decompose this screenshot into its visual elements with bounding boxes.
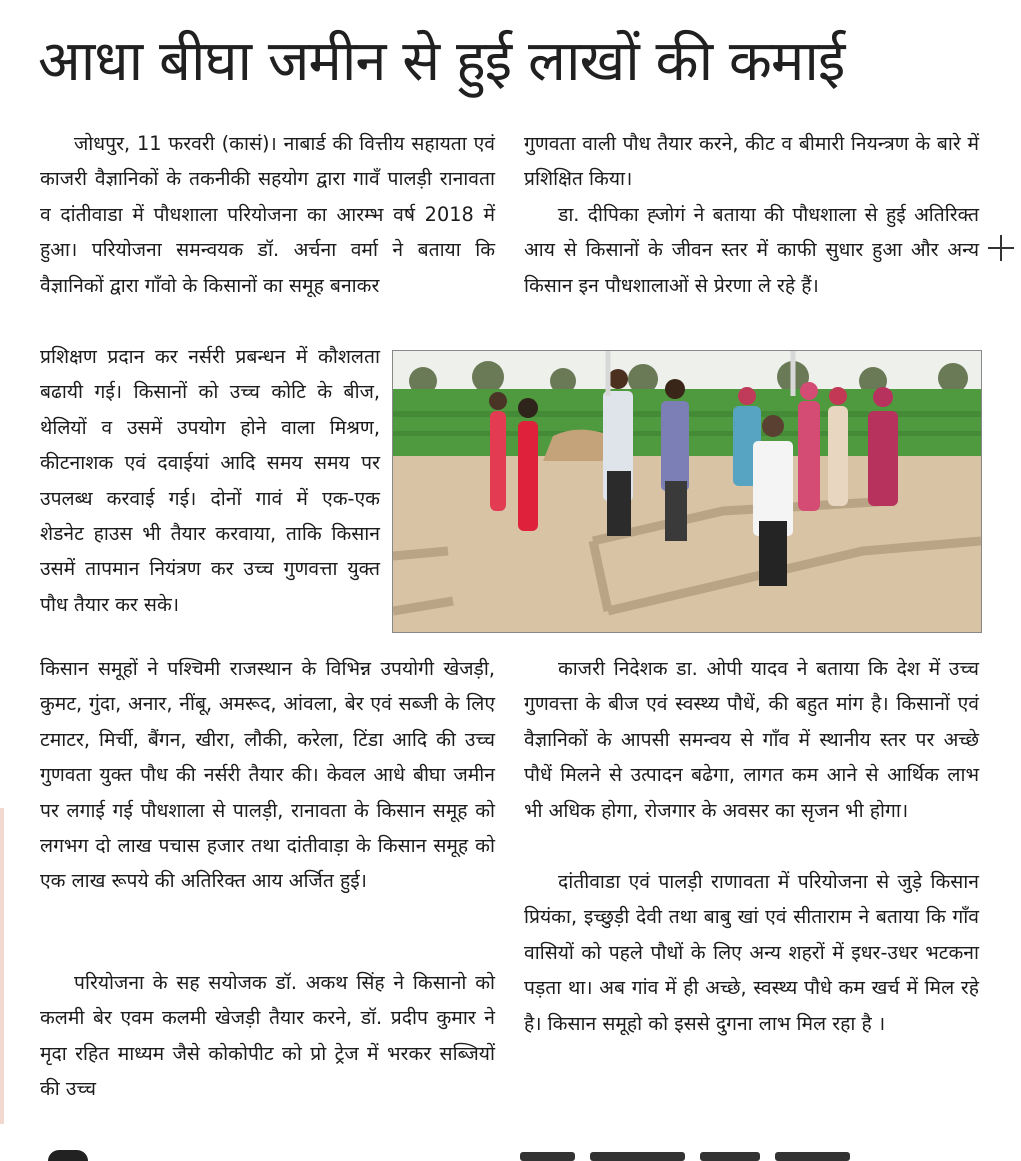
article-paragraph-dateline: जोधपुर, 11 फरवरी (कासं)। नाबार्ड की वित्तीय सहायता एवं काजरी वैज्ञानिकों के तकनीकी सहयोग द्वारा गावँ पालड़ी रानावता व दांतीवाडा में पौधशाला परियोजना का आरम्भ वर्ष 2018 में हुआ। परियोजना समन्वयक डॉ. अर्चना वर्मा ने बताया कि वैज्ञानिकों द्वारा गाँवो के किसानों का समूह बनाकर: [40, 132, 495, 297]
article-paragraph-continued: प्रशिक्षण प्रदान कर नर्सरी प्रबन्धन में कौशलता बढायी गई। किसानों को उच्च कोटि के बीज, थेलियों व उसमें उपयोग होने वाला मिश्रण, कीटनाशक एवं दवाईयां आदि समय समय पर उपलब्ध करवाई गई। दोनों गावं में एक-एक शेडनेट हाउस भी तैयार करवाया, ताकि किसान उसमें तापमान नियंत्रण कर उच्च गुणवत्ता युक्त पौध तैयार कर सके।: [40, 345, 380, 616]
page-edge-stripe: [0, 808, 4, 1124]
registration-mark-icon: [988, 235, 1014, 261]
cropped-text-fragment: [48, 1150, 88, 1161]
nursery-field-photo: [392, 350, 982, 633]
article-paragraph-income: डा. दीपिका ह्जोगं ने बताया की पौधशाला से हुई अतिरिक्त आय से किसानों के जीवन स्तर में काफी सुधार हुआ और अन्य किसान इन पौधशालाओं से प्रेरणा ले रहे हैं।: [524, 203, 979, 297]
article-paragraph-farmers: दांतीवाडा एवं पालड़ी राणावता में परियोजना से जुड़े किसान प्रियंका, इच्छुड़ी देवी तथा बाबु खां एवं सीताराम ने बताया कि गाँव वासियों को पहले पौधों के लिए अन्य शहरों में इधर-उधर भटकना पड़ता था। अब गांव में ही अच्छे, स्वस्थ्य पौधे कम खर्च में मिल रहे है। किसान समूहो को इससे दुगना लाभ मिल रहा है ।: [524, 870, 979, 1035]
article-paragraph-co-coordinator: परियोजना के सह सयोजक डॉ. अकथ सिंह ने किसानो को कलमी बेर एवम कलमी खेजड़ी तैयार करने, डॉ. प्रदीप कुमार ने मृदा रहित माध्यम जैसे कोकोपीट को प्रो ट्रेज में भरकर सब्जियों की उच्च: [40, 971, 495, 1101]
headline: आधा बीघा जमीन से हुई लाखों की कमाई: [38, 29, 845, 94]
article-paragraph-director: काजरी निदेशक डा. ओपी यादव ने बताया कि देश में उच्च गुणवत्ता के बीज एवं स्वस्थ्य पौधें, की बहुत मांग है। किसानों एवं वैज्ञानिकों के आपसी समन्वय से गाँव में स्थानीय स्तर पर अच्छे पौधें मिलने से उत्पादन बढेगा, लागत कम आने से आर्थिक लाभ भी अधिक होगा, रोजगार के अवसर का सृजन भी होगा।: [524, 657, 979, 822]
cropped-text-fragment-right: [520, 1152, 850, 1161]
article-paragraph-farmer-groups: किसान समूहों ने पश्चिमी राजस्थान के विभिन्न उपयोगी खेजड़ी, कुमट, गुंदा, अनार, नींबू, अमरूद, आंवला, बेर एवं सब्जी के लिए टमाटर, मिर्ची, बैंगन, खीरा, लौकी, करेला, टिंडा आदि की उच्च गुणवता युक्त पौध की नर्सरी तैयार की। केवल आधे बीघा जमीन पर लगाई गई पौधशाला से पालड़ी, रानावता के किसान समूह को लगभग दो लाख पचास हजार तथा दांतीवाड़ा के किसान समूह को एक लाख रूपये की अतिरिक्त आय अर्जित हुई।: [40, 657, 495, 893]
article-paragraph-training: गुणवता वाली पौध तैयार करने, कीट व बीमारी नियन्त्रण के बारे में प्रशिक्षित किया।: [524, 132, 979, 191]
